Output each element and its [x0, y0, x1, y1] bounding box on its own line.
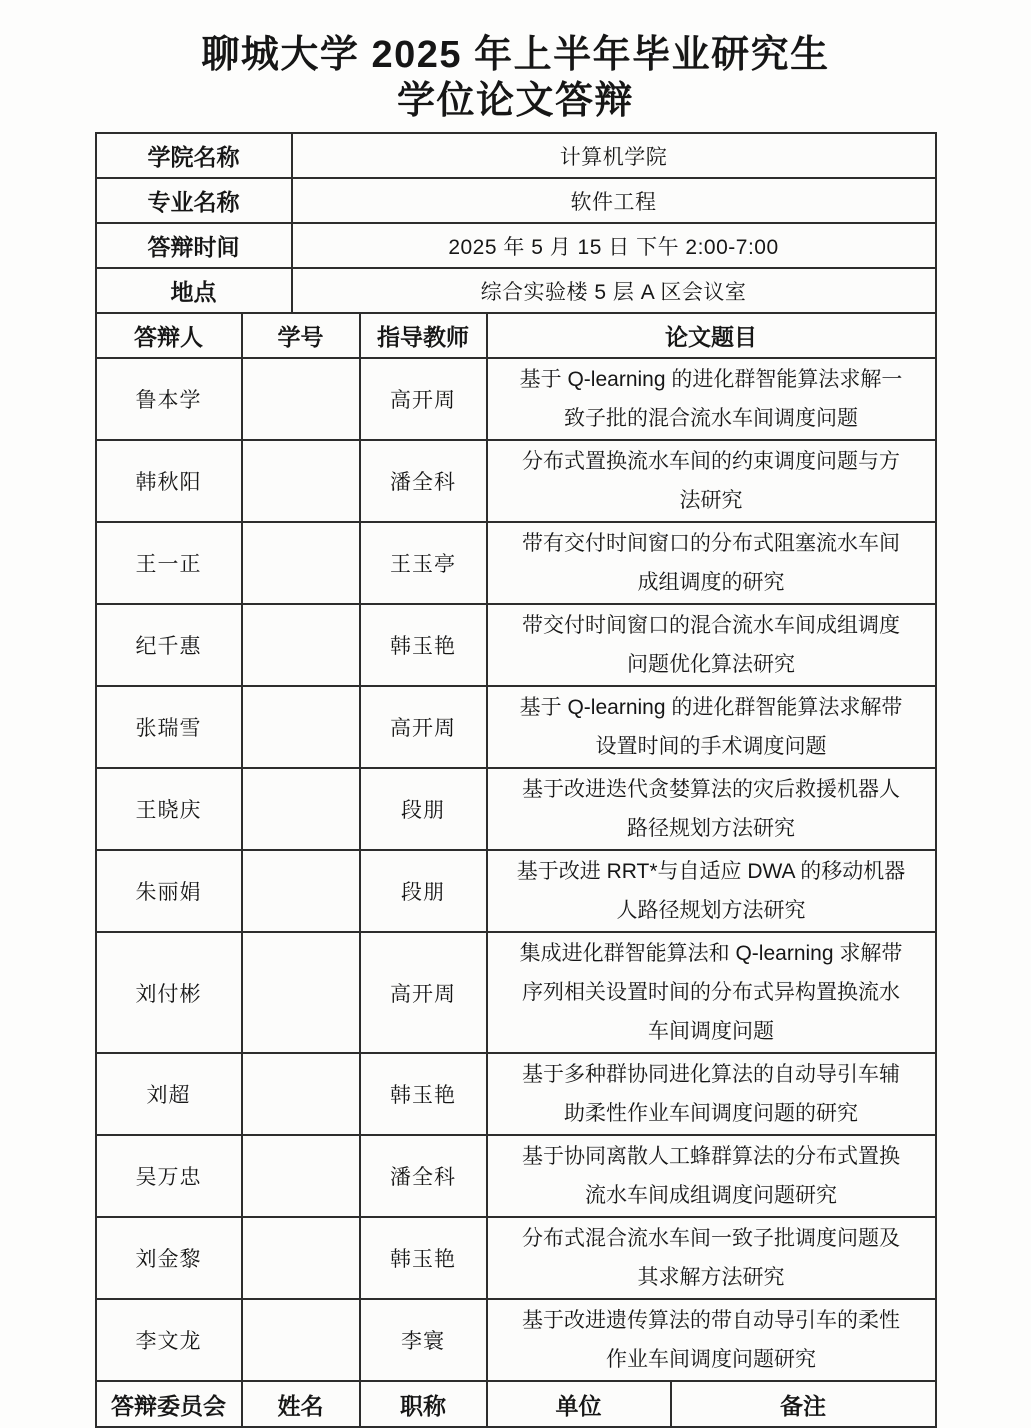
- committee-unit-header: 单位: [487, 1381, 671, 1427]
- defender-name-cell: 纪千惠: [96, 604, 242, 686]
- defender-name-cell: 朱丽娟: [96, 850, 242, 932]
- defense-row: [96, 440, 936, 522]
- defender-name-cell: 刘超: [96, 1053, 242, 1135]
- advisor-cell: 韩玉艳: [360, 1217, 487, 1299]
- page-title-line2: 学位论文答辩: [396, 80, 634, 122]
- defense-row: [96, 604, 936, 686]
- student-id-cell: [242, 1135, 360, 1217]
- defender-name-cell: 韩秋阳: [96, 440, 242, 522]
- thesis-title-cell: 基于改进遗传算法的带自动导引车的柔性作业车间调度问题研究: [487, 1299, 936, 1381]
- student-id-cell: [242, 522, 360, 604]
- advisor-cell: 段朋: [360, 768, 487, 850]
- defense-row: [96, 768, 936, 850]
- student-id-cell: [242, 1053, 360, 1135]
- advisor-cell: 高开周: [360, 358, 487, 440]
- thesis-title-cell: 带有交付时间窗口的分布式阻塞流水车间成组调度的研究: [487, 522, 936, 604]
- thesis-title-cell: 带交付时间窗口的混合流水车间成组调度问题优化算法研究: [487, 604, 936, 686]
- student-id-cell: [242, 440, 360, 522]
- defense-row: [96, 522, 936, 604]
- student-id-cell: [242, 604, 360, 686]
- defender-name-cell: 刘付彬: [96, 932, 242, 1053]
- defense-row: [96, 686, 936, 768]
- defender-name-cell: 鲁本学: [96, 358, 242, 440]
- student-id-cell: [242, 358, 360, 440]
- thesis-title-cell: 基于 Q-learning 的进化群智能算法求解带设置时间的手术调度问题: [487, 686, 936, 768]
- student-id-cell: [242, 768, 360, 850]
- student-id-cell: [242, 686, 360, 768]
- college-name-value: 计算机学院: [292, 133, 936, 178]
- header-row: [96, 313, 936, 358]
- defender-name-cell: 吴万忠: [96, 1135, 242, 1217]
- committee-title-header: 职称: [360, 1381, 487, 1427]
- advisor-cell: 段朋: [360, 850, 487, 932]
- thesis-title-cell: 分布式混合流水车间一致子批调度问题及其求解方法研究: [487, 1217, 936, 1299]
- page-title: [0, 32, 1031, 124]
- major-name-value: 软件工程: [292, 178, 936, 223]
- defense-row: [96, 850, 936, 932]
- advisor-cell: 李寰: [360, 1299, 487, 1381]
- defender-name-cell: 刘金黎: [96, 1217, 242, 1299]
- advisor-cell: 潘全科: [360, 440, 487, 522]
- location-label: 地点: [96, 268, 292, 313]
- thesis-title-cell: 基于改进迭代贪婪算法的灾后救援机器人路径规划方法研究: [487, 768, 936, 850]
- thesis-title-cell: 基于 Q-learning 的进化群智能算法求解一致子批的混合流水车间调度问题: [487, 358, 936, 440]
- info-row-time: [96, 223, 936, 268]
- student-id-cell: [242, 1217, 360, 1299]
- defense-schedule-table: [95, 132, 937, 1428]
- col-header-advisor: 指导教师: [360, 313, 487, 358]
- thesis-title-cell: 基于多种群协同进化算法的自动导引车辅助柔性作业车间调度问题的研究: [487, 1053, 936, 1135]
- thesis-title-cell: 基于改进 RRT*与自适应 DWA 的移动机器人路径规划方法研究: [487, 850, 936, 932]
- defense-row: [96, 932, 936, 1053]
- defense-row: [96, 1135, 936, 1217]
- advisor-cell: 高开周: [360, 686, 487, 768]
- defense-time-label: 答辩时间: [96, 223, 292, 268]
- advisor-cell: 王玉亭: [360, 522, 487, 604]
- committee-label-cell: 答辩委员会: [96, 1381, 242, 1427]
- col-header-thesis-title: 论文题目: [487, 313, 936, 358]
- advisor-cell: 韩玉艳: [360, 1053, 487, 1135]
- defense-row: [96, 358, 936, 440]
- info-row-major: [96, 178, 936, 223]
- college-name-label: 学院名称: [96, 133, 292, 178]
- committee-name-header: 姓名: [242, 1381, 360, 1427]
- defense-row: [96, 1299, 936, 1381]
- advisor-cell: 高开周: [360, 932, 487, 1053]
- major-name-label: 专业名称: [96, 178, 292, 223]
- student-id-cell: [242, 1299, 360, 1381]
- location-value: 综合实验楼 5 层 A 区会议室: [292, 268, 936, 313]
- defender-name-cell: 王一正: [96, 522, 242, 604]
- advisor-cell: 韩玉艳: [360, 604, 487, 686]
- thesis-title-cell: 基于协同离散人工蜂群算法的分布式置换流水车间成组调度问题研究: [487, 1135, 936, 1217]
- thesis-title-cell: 集成进化群智能算法和 Q-learning 求解带序列相关设置时间的分布式异构置换流水车间调度问题: [487, 932, 936, 1053]
- defense-row: [96, 1053, 936, 1135]
- advisor-cell: 潘全科: [360, 1135, 487, 1217]
- col-header-student-id: 学号: [242, 313, 360, 358]
- thesis-title-cell: 分布式置换流水车间的约束调度问题与方法研究: [487, 440, 936, 522]
- defender-name-cell: 张瑞雪: [96, 686, 242, 768]
- info-row-location: [96, 268, 936, 313]
- committee-remark-header: 备注: [671, 1381, 936, 1427]
- page-title-line1: 聊城大学 2025 年上半年毕业研究生: [201, 34, 830, 76]
- col-header-defender: 答辩人: [96, 313, 242, 358]
- defender-name-cell: 李文龙: [96, 1299, 242, 1381]
- defense-row: [96, 1217, 936, 1299]
- defender-name-cell: 王晓庆: [96, 768, 242, 850]
- info-row-college: [96, 133, 936, 178]
- student-id-cell: [242, 932, 360, 1053]
- student-id-cell: [242, 850, 360, 932]
- defense-time-value: 2025 年 5 月 15 日 下午 2:00-7:00: [292, 223, 936, 268]
